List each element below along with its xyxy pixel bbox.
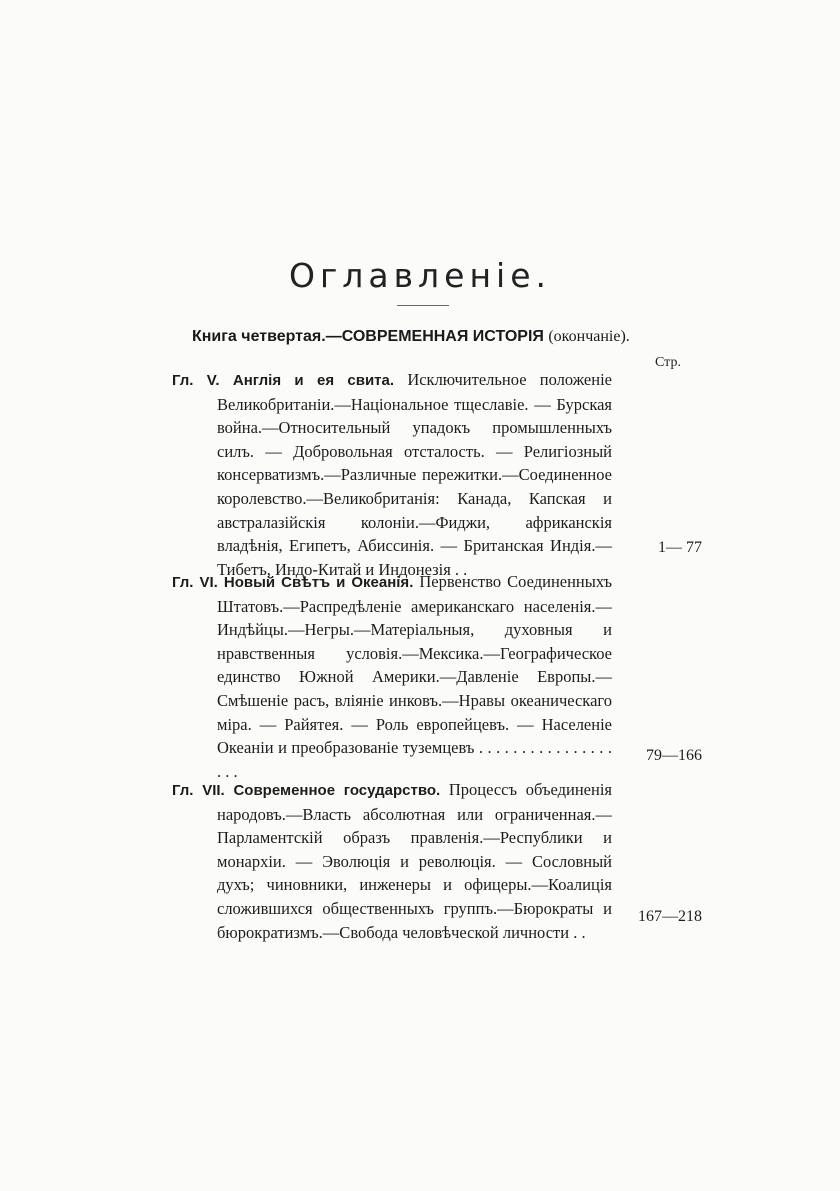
- chapter-heading: Гл. V. Англія и ея свита.: [172, 372, 395, 389]
- page-column-label: Стр.: [655, 355, 681, 370]
- chapter-description: [172, 778, 612, 944]
- title-divider: [397, 305, 449, 306]
- page-title: Оглавленіе.: [288, 256, 551, 295]
- chapter-pages: 167—218: [638, 908, 702, 925]
- chapter-pages: 1— 77: [658, 539, 702, 556]
- chapter-heading: Гл. VII. Современное государство.: [172, 782, 441, 799]
- chapter-summary: Исключительное положеніе Великобританіи.—Національное тщеславіе. — Бурская война.—Относительный упадокъ промышленныхъ силъ. — Добровольная отсталость. — Религіозный консерватизмъ.—Различные пережитки.—Соединенное королевство.—Великобританія: Канада, Капская и австралазійскія колоніи.—Фиджи, африканскія владѣнія, Египетъ, Абиссинія. — Британская Индія.—Тибетъ, Индо-Китай и Индонезія . .: [217, 370, 612, 579]
- chapter-description: [172, 368, 612, 581]
- book-heading: [192, 328, 712, 346]
- chapter-summary: Процессъ объединенія народовъ.—Власть абсолютная или ограниченная.—Парламентскій образъ правленія.—Республики и монархіи. — Эволюція и революція. — Сословный духъ; чиновники, инженеры и офицеры.—Коалиція сложившихся общественныхъ группъ.—Бюрократы и бюрократизмъ.—Свобода человѣческой личности . .: [217, 780, 612, 942]
- chapter-summary: Первенство Соединенныхъ Штатовъ.—Распредѣленіе американскаго населенія.—Индѣйцы.—Негры.—Матеріальныя, духовныя и нравственныя условія.—Мексика.—Географическое единство Южной Америки.—Давленіе Европы.—Смѣшеніе расъ, вліяніе инковъ.—Нравы океаническаго міра. — Райятея. — Роль европейцевъ. — Населеніе Океаніи и преобразованіе туземцевъ . . . . . . . . . . . . . . . . . . .: [217, 572, 612, 781]
- book-heading-note: (окончаніе).: [548, 328, 630, 345]
- chapter-pages: 79—166: [646, 747, 702, 764]
- chapter-heading: Гл. VI. Новый Свѣтъ и Океанія.: [172, 574, 414, 591]
- chapter-description: [172, 570, 612, 783]
- book-heading-text: Книга четвертая.—СОВРЕМЕННАЯ ИСТОРІЯ: [192, 328, 544, 345]
